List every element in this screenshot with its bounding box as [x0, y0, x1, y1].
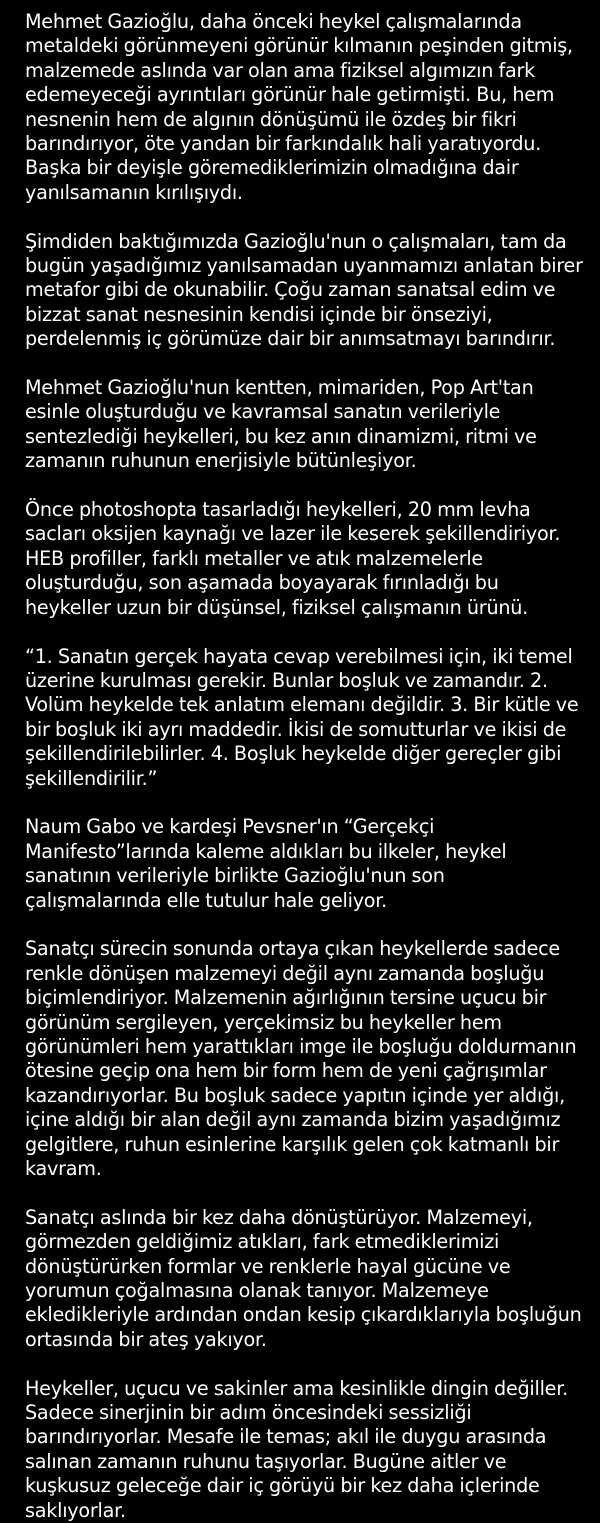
paragraph-8: Sanatçı aslında bir kez daha dönüştürüyor. Malzemeyi, görmezden geldiğimiz atıkları, fark etmediklerimizi dönüştürürken formlar ve renklerle hayal gücüne ve yorumun çoğalmasına olanak tanıyor. Malzemeye ekledikleriyle ardından ondan kesip çıkardıklarıyla boşluğun ortasında bir ateş yakıyor.: [25, 1205, 582, 1351]
paragraph-6: Naum Gabo ve kardeşi Pevsner'ın “Gerçekçi Manifesto”larında kaleme aldıkları bu ilkeler, heykel sanatının verileriyle birlikte Gazioğlu'nun son çalışmalarında elle tutulur hale geliyor.: [25, 815, 507, 912]
paragraph-3: Mehmet Gazioğlu'nun kentten, mimariden, Pop Art'tan esinle oluşturduğu ve kavramsal sanatın verileriyle sentezlediği heykelleri, bu kez anın dinamizmi, ritmi ve zamanın ruhunun enerjisiyle bütünleşiyor.: [25, 376, 537, 473]
paragraph-9: Heykeller, uçucu ve sakinler ama kesinlikle dingin değiller. Sadece sinerjinin bir adım öncesindeki sessizliği barındırıyorlar. Mesafe ile temas; akıl ile duygu arasında salınan zamanın ruhunu taşıyorlar. Bugüne aitler ve kuşkusuz geleceğe dair iç görüyü bir kez daha içlerinde saklıyorlar.: [25, 1376, 568, 1522]
paragraph-7: Sanatçı sürecin sonunda ortaya çıkan heykellerde sadece renkle dönüşen malzemeyi değil aynı zamanda boşluğu biçimlendiriyor. Malzemenin ağırlığının tersine uçucu bir görünüm sergileyen, yerçekimsiz bu heykeller hem görünümleri hem yarattıkları imge ile boşluğu doldurmanın ötesine geçip ona hem bir form hem de yeni çağrışımlar kazandırıyorlar. Bu boşluk sadece yapıtın içinde yer aldığı, içine aldığı bir alan değil aynı zamanda bizim yaşadığımız gelgitlere, ruhun esinlerine karşılık gelen çok katmanlı bir kavram.: [25, 937, 577, 1180]
quote-paragraph: “1. Sanatın gerçek hayata cevap verebilmesi için, iki temel üzerine kurulması gerekir. Bunlar boşluk ve zamandır. 2. Volüm heykelde tek anlatım elemanı değildir. 3. Bir kütle ve bir boşluk iki ayrı maddedir. İkisi de somutturlar ve ikisi de şekillendirilebilirler. 4. Boşluk heykelde diğer gereçler gibi şekillendirilir.”: [25, 644, 579, 790]
paragraph-4: Önce photoshopta tasarladığı heykelleri, 20 mm levha sacları oksijen kaynağı ve lazer ile keserek şekillendiriyor. HEB profiller, farklı metaller ve atık malzemelerle oluşturduğu, son aşamada boyayarak fırınladığı bu heykeller uzun bir düşünsel, fiziksel çalışmanın ürünü.: [25, 498, 561, 619]
paragraph-2: Şimdiden baktığımızda Gazioğlu'nun o çalışmaları, tam da bugün yaşadığımız yanılsamadan uyanmamızı anlatan birer metafor gibi de okunabilir. Çoğu zaman sanatsal edim ve bizzat sanat nesnesinin kendisi içinde bir önseziyi, perdelenmiş iç görümüze dair bir anımsatmayı barındırır.: [25, 229, 583, 351]
paragraph-1: Mehmet Gazioğlu, daha önceki heykel çalışmalarında metaldeki görünmeyeni görünür kılmanın peşinden gitmiş, malzemede aslında var olan ama fiziksel algımızın fark edemeyeceği ayrıntıları görünür hale getirmişti. Bu, hem nesnenin hem de algının dönüşümü ile özdeş bir fikri barındırıyor, öte yandan bir farkındalık hali yaratıyordu. Başka bir deyişle göremediklerimizin olmadığına dair yanılsamanın kırılışıydı.: [25, 10, 573, 204]
article-body: [25, 10, 583, 1523]
